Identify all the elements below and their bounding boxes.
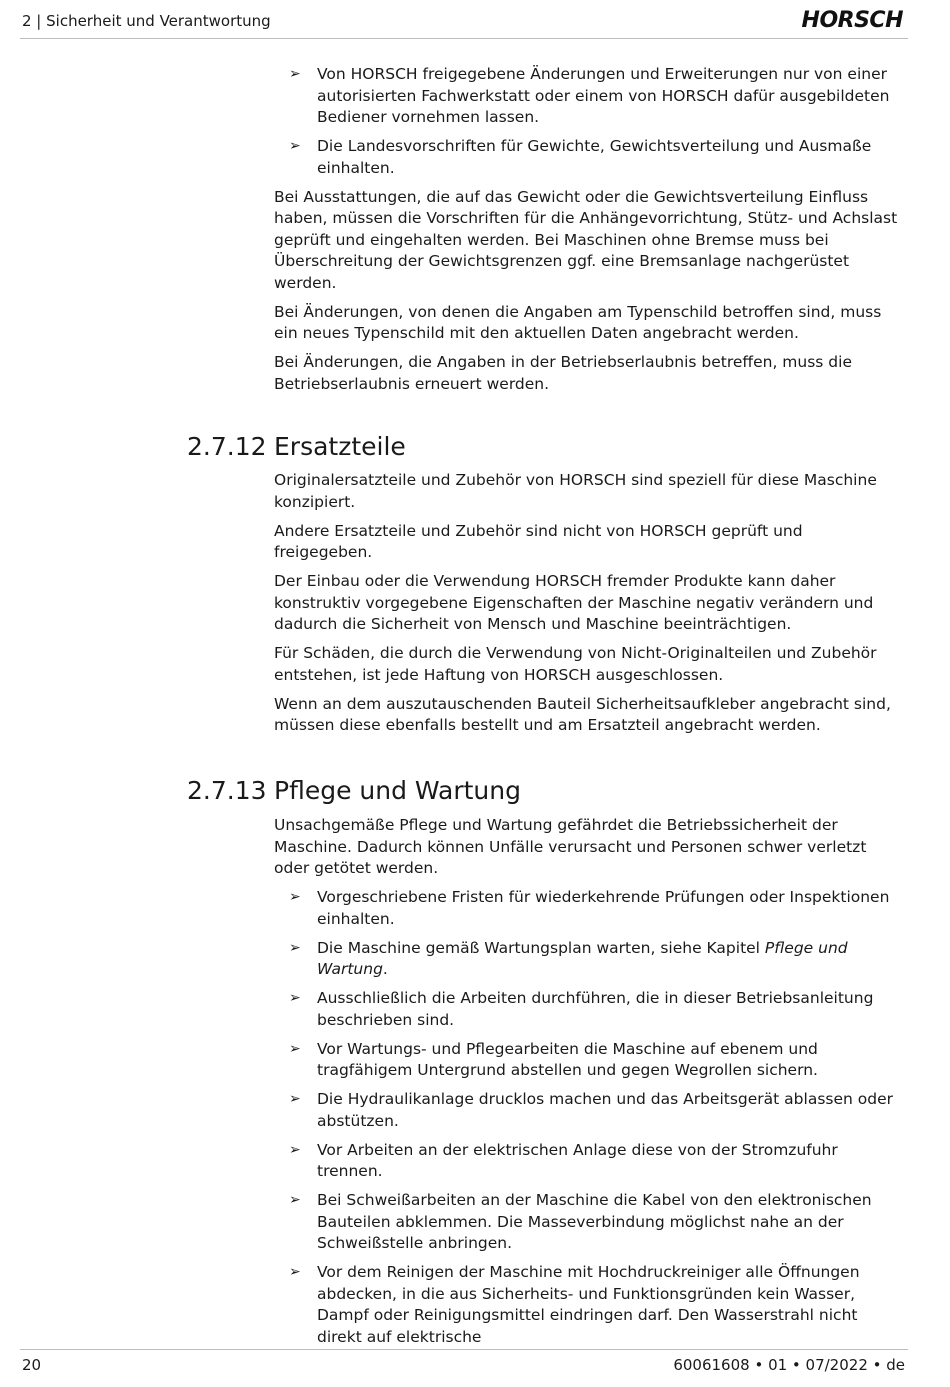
chapter-title: 2 | Sicherheit und Verantwortung (22, 12, 271, 30)
section-number: 2.7.12 (187, 432, 267, 461)
document-id: 60061608 • 01 • 07/2022 • de (673, 1356, 905, 1374)
arrow-bullet-icon: ➢ (289, 66, 301, 82)
paragraph: Originalersatzteile und Zubehör von HORSCH sind speziell für diese Maschine konzipiert. (274, 471, 877, 511)
paragraph: Bei Änderungen, von denen die Angaben am Typenschild betroffen sind, muss ein neues Typenschild mit den aktuellen Daten angebracht werden. (274, 302, 882, 342)
list-item-text: Ausschließlich die Arbeiten durchführen, die in dieser Betriebsanleitung beschrieben sind. (317, 989, 874, 1029)
paragraph: Unsachgemäße Pflege und Wartung gefährdet die Betriebssicherheit der Maschine. Dadurch können Unfälle verursacht und Personen schwer verletzt oder getötet werden. (274, 816, 867, 877)
page-number: 20 (22, 1356, 42, 1374)
arrow-bullet-icon: ➢ (289, 889, 301, 905)
list-item (274, 1140, 900, 1183)
arrow-bullet-icon: ➢ (289, 1192, 301, 1208)
list-item (274, 887, 900, 930)
header-rule (20, 38, 908, 39)
list-item (274, 1089, 900, 1132)
paragraph: Andere Ersatzteile und Zubehör sind nicht von HORSCH geprüft und freigegeben. (274, 521, 803, 561)
list-item (274, 136, 900, 179)
section-title: Pflege und Wartung (274, 776, 521, 805)
arrow-bullet-icon: ➢ (289, 1264, 301, 1280)
list-item (274, 988, 900, 1031)
list-item-text-suffix: . (382, 960, 388, 978)
list-item-text: Bei Schweißarbeiten an der Maschine die Kabel von den elektronischen Bauteilen abklemmen. Die Masseverbindung möglichst nahe an der Schweißstelle anbringen. (317, 1191, 872, 1252)
footer-rule (20, 1349, 908, 1350)
arrow-bullet-icon: ➢ (289, 1091, 301, 1107)
paragraph: Bei Ausstattungen, die auf das Gewicht oder die Gewichtsverteilung Einfluss haben, müssen die Vorschriften für die Anhängevorrichtung, Stütz- und Achslast geprüft und eingehalten werden. Bei Maschinen ohne Bremse muss bei Überschreitung der Gewichtsgrenzen ggf. eine Bremsanlage nachgerüstet werden. (274, 187, 898, 292)
arrow-bullet-icon: ➢ (289, 990, 301, 1006)
top-block (274, 64, 900, 403)
list-item-text: Vor Arbeiten an der elektrischen Anlage diese von der Stromzufuhr trennen. (317, 1140, 838, 1180)
section-2713-body (274, 815, 900, 1356)
paragraph: Wenn an dem auszutauschenden Bauteil Sicherheitsaufkleber angebracht sind, müssen diese ebenfalls bestellt und am Ersatzteil angebracht werden. (274, 694, 891, 734)
list-item-text: Von HORSCH freigegebene Änderungen und Erweiterungen nur von einer autorisierten Fachwerkstatt oder einem von HORSCH dafür ausgebildeten Bediener vornehmen lassen. (317, 65, 890, 126)
list-item-text: Die Maschine gemäß Wartungsplan warten, siehe Kapitel (317, 938, 765, 957)
list-item (274, 1190, 900, 1255)
list-item-text: Vor Wartungs- und Pflegearbeiten die Maschine auf ebenem und tragfähigem Untergrund abstellen und gegen Wegrollen sichern. (317, 1039, 818, 1079)
arrow-bullet-icon: ➢ (289, 939, 301, 956)
list-item (274, 938, 900, 981)
page-header (22, 10, 907, 38)
chapter-reference: Pflege und Wartung (317, 938, 848, 978)
section-2712-body (274, 470, 900, 744)
list-item-text: Die Landesvorschriften für Gewichte, Gewichtsverteilung und Ausmaße einhalten. (317, 137, 872, 177)
paragraph: Bei Änderungen, die Angaben in der Betriebserlaubnis betreffen, muss die Betriebserlaubnis erneuert werden. (274, 353, 852, 393)
paragraph: Der Einbau oder die Verwendung HORSCH fremder Produkte kann daher konstruktiv vorgegebene Eigenschaften der Maschine negativ verändern und dadurch die Sicherheit von Mensch und Maschine beeinträchtigen. (274, 572, 874, 633)
list-item (274, 1039, 900, 1082)
section-title: Ersatzteile (274, 432, 406, 461)
arrow-bullet-icon: ➢ (289, 138, 301, 154)
section-heading-2713 (187, 776, 521, 805)
top-bullet-list (274, 64, 900, 179)
arrow-bullet-icon: ➢ (289, 1040, 301, 1057)
list-item-text: Die Hydraulikanlage drucklos machen und das Arbeitsgerät ablassen oder abstützen. (317, 1090, 893, 1130)
arrow-bullet-icon: ➢ (289, 1141, 301, 1158)
list-item-text: Vorgeschriebene Fristen für wiederkehrende Prüfungen oder Inspektionen einhalten. (317, 888, 890, 928)
list-item-text: Vor dem Reinigen der Maschine mit Hochdruckreiniger alle Öffnungen abdecken, in die aus Sicherheits- und Funktionsgründen kein Wasser, Dampf oder Reinigungsmittel eindringen darf. Den Wasserstrahl nicht direkt auf elektrische (317, 1263, 860, 1346)
list-item (274, 64, 900, 129)
section-number: 2.7.13 (187, 776, 267, 805)
list-item (274, 1262, 900, 1348)
paragraph: Für Schäden, die durch die Verwendung von Nicht-Originalteilen und Zubehör entstehen, ist jede Haftung von HORSCH ausgeschlossen. (274, 644, 877, 684)
maintenance-bullet-list (274, 887, 900, 1348)
section-heading-2712 (187, 432, 406, 461)
horsch-logo: HORSCH (801, 8, 903, 33)
